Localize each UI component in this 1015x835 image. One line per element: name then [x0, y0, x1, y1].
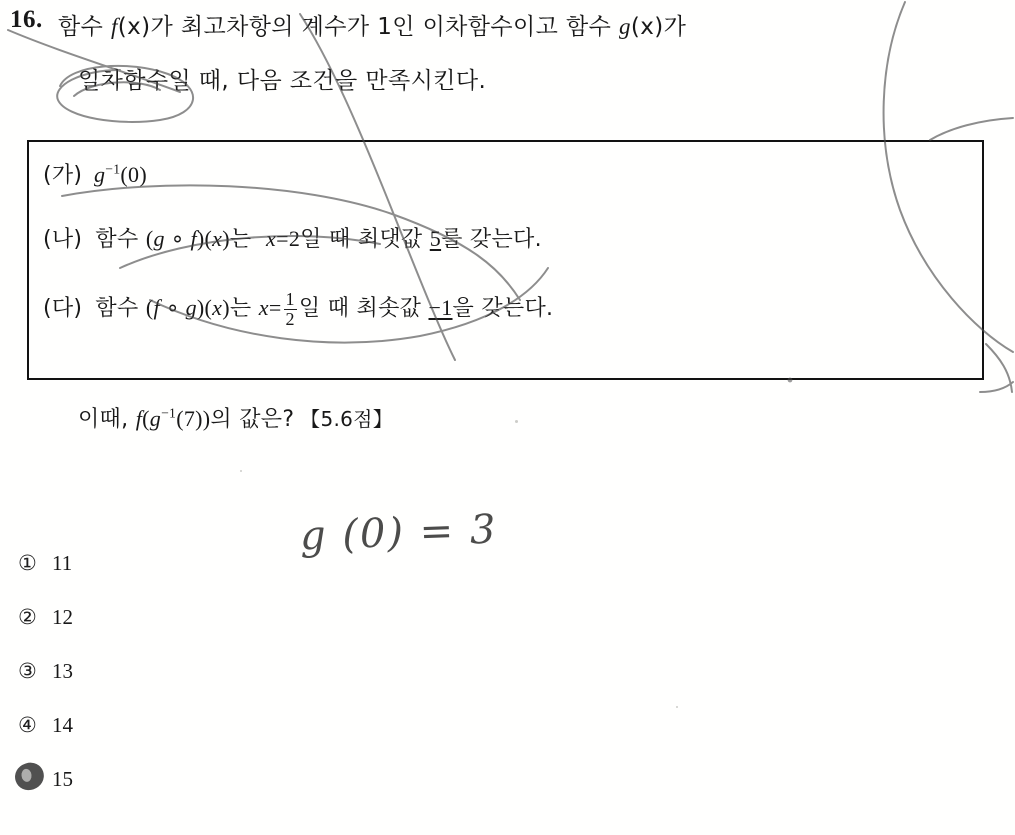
stem-text-middle: (x)가 최고차항의 계수가 1인 이차함수이고 함수 — [117, 14, 619, 40]
condition-item-na: (나) 함수 (g ∘ f)(x)는 x=2일 때 최댓값 5를 갖는다. — [43, 226, 542, 252]
question-ask-line: 이때, $f(g^{-1}(7))$의 값은? 【5.6점】 — [78, 405, 394, 432]
ask-inner-value: 7 — [183, 406, 196, 431]
choice-label-1: 11 — [52, 550, 73, 575]
ask-suffix: 의 값은? — [210, 407, 295, 432]
choice-option-4[interactable] — [18, 698, 318, 752]
question-stem-line-1 — [58, 8, 686, 41]
choice-marker-2: ② — [18, 605, 37, 629]
choice-marker-1: ① — [18, 551, 37, 575]
conditions-box — [27, 140, 984, 380]
question-number: 16. — [10, 6, 43, 33]
question-points: 【5.6점】 — [300, 407, 394, 431]
handwritten-note: g (0) = 3 — [299, 506, 499, 560]
function-g-symbol: g — [618, 14, 631, 39]
choice-option-1[interactable] — [18, 536, 318, 590]
pen-mark-icon — [12, 759, 48, 794]
answer-choices — [18, 536, 318, 806]
condition-label-ga: (가) — [43, 163, 83, 188]
question-stem-line-2: 일차함수일 때, 다음 조건을 만족시킨다. — [78, 68, 487, 94]
stem-text-suffix: (x)가 — [630, 14, 687, 40]
choice-label-3: 13 — [52, 658, 73, 683]
ask-prefix: 이때, — [78, 407, 136, 432]
choice-marker-5 — [18, 767, 52, 791]
scan-speck — [240, 470, 242, 472]
choice-marker-4: ④ — [18, 713, 37, 737]
choice-label-2: 12 — [52, 604, 73, 629]
condition-da-fraction — [284, 290, 297, 329]
condition-label-na: (나) — [43, 227, 83, 252]
choice-marker-3: ③ — [18, 659, 37, 683]
choice-option-2[interactable] — [18, 590, 318, 644]
fraction-numerator: 1 — [285, 289, 295, 309]
function-f-symbol: f — [110, 14, 118, 39]
condition-item-da: (다) 함수 (f ∘ g)(x)는 x= $\frac{1}{2}$ 일 때 최솟값 −1을 갖는다. — [43, 289, 554, 329]
condition-item-ga: (가) $g^{-1}(0)$ — [43, 161, 147, 188]
condition-label-da: (다) — [43, 296, 83, 322]
scan-speck — [676, 706, 678, 708]
fraction-denominator: 2 — [285, 308, 295, 329]
condition-na-x: 2 — [288, 226, 301, 251]
stem-text-prefix: 함수 — [58, 14, 111, 40]
choice-label-5: 15 — [52, 766, 73, 791]
scan-speck — [515, 420, 518, 423]
condition-ga-arg: 0 — [128, 162, 140, 187]
choice-option-5[interactable] — [18, 752, 318, 806]
condition-na-max: 5 — [429, 226, 442, 251]
condition-da-min: −1 — [428, 295, 453, 321]
choice-label-4: 14 — [52, 712, 73, 737]
choice-option-3[interactable] — [18, 644, 318, 698]
